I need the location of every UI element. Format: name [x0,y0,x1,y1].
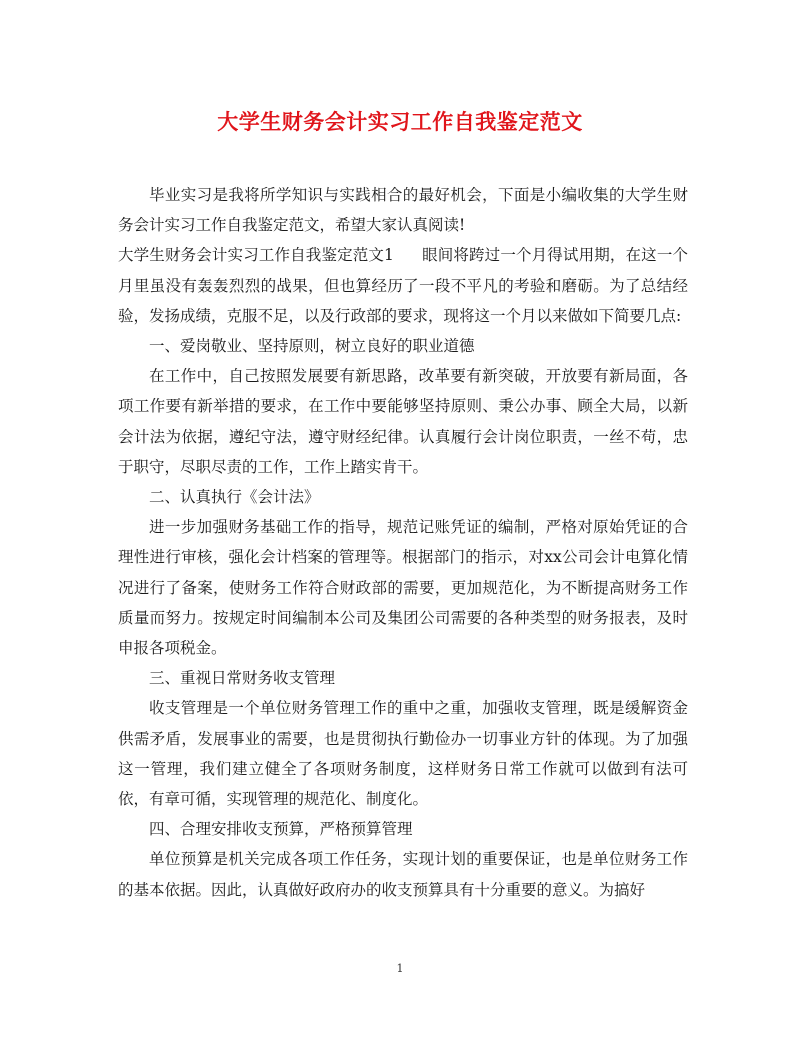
sample-label: 大学生财务会计实习工作自我鉴定范文1 [118,246,394,265]
section-paragraph: 在工作中，自己按照发展要有新思路，改革要有新突破，开放要有新局面，各项工作要有新举措的要求，在工作中要能够坚持原则、秉公办事、顾全大局，以新会计法为依据，遵纪守法，遵守财经纪律。认真履行会计岗位职责，一丝不苟，忠于职守，尽职尽责的工作，工作上踏实肯干。 [118,367,688,476]
page-number: 1 [396,962,404,975]
section-paragraph: 进一步加强财务基础工作的指导，规范记账凭证的编制，严格对原始凭证的合理性进行审核，强化会计档案的管理等。根据部门的指示，对xx公司会计电算化情况进行了备案，使财务工作符合财政部的需要，更加规范化，为不断提高财务工作质量而努力。按规定时间编制本公司及集团公司需要的各种类型的财务报表，及时申报各项税金。 [118,518,688,658]
section-paragraph: 单位预算是机关完成各项工作任务，实现计划的重要保证，也是单位财务工作的基本依据。因此，认真做好政府办的收支预算具有十分重要的意义。为搞好 [118,850,688,899]
section-paragraph: 收支管理是一个单位财务管理工作的重中之重，加强收支管理，既是缓解资金供需矛盾，发展事业的需要，也是贯彻执行勤俭办一切事业方针的体现。为了加强这一管理，我们建立健全了各项财务制度，这样财务日常工作就可以做到有法可依，有章可循，实现管理的规范化、制度化。 [118,699,688,809]
section-heading: 一、爱岗敬业、坚持原则，树立良好的职业道德 [149,337,475,356]
section-heading: 三、重视日常财务收支管理 [149,669,336,688]
section-heading: 四、合理安排收支预算，严格预算管理 [149,820,413,839]
sample-intro: 眼间将跨过一个月得试用期，在这一个月里虽没有轰轰烈烈的战果，但也算经历了一段不平凡的考验和磨砺。为了总结经验，发扬成绩，克服不足，以及行政部的要求，现将这一个月以来做如下简要几点: [118,246,688,325]
intro-paragraph: 毕业实习是我将所学知识与实践相合的最好机会，下面是小编收集的大学生财务会计实习工作自我鉴定范文，希望大家认真阅读! [118,186,688,235]
page-title: 大学生财务会计实习工作自我鉴定范文 [217,109,583,134]
sample-paragraph [118,240,688,331]
document-body [118,180,688,905]
section-heading: 二、认真执行《会计法》 [149,488,320,507]
